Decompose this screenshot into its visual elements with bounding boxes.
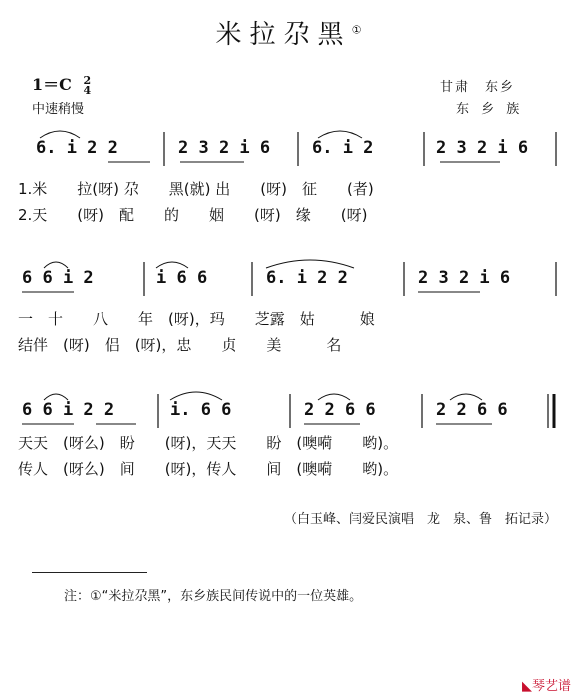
measure-5: 6 6 i 2 <box>22 268 94 288</box>
measure-11: 2 2 6 6 <box>304 400 376 420</box>
measure-1: 6. i 2 2 <box>36 138 118 158</box>
lyric-line-4: 结伴 (呀) 侣 (呀)，忠 贞 美 名 <box>18 336 342 354</box>
measure-10: i. 6 6 <box>170 400 232 420</box>
measure-4: 2 3 2 i 6 <box>436 138 529 158</box>
lyric-line-5: 天天 (呀么) 盼 (呀)，天天 盼 (噢嗬 哟)。 <box>18 434 399 452</box>
ethnic-group-label: 东 乡 族 <box>456 102 524 117</box>
measure-7: 6. i 2 2 <box>266 268 348 288</box>
lyric-line-2: 2.天 (呀) 配 的 姻 (呀) 缘 (呀) <box>18 206 368 224</box>
key-signature: 1＝C 2 4 <box>32 73 92 97</box>
lyric-line-3: 一 十 八 年 (呀)，玛 芝露 姑 娘 <box>18 310 375 328</box>
performer-credit: （白玉峰、闫爱民演唱 龙 泉、鲁 拓记录） <box>283 512 557 527</box>
footnote-divider <box>32 572 147 573</box>
measure-8: 2 3 2 i 6 <box>418 268 511 288</box>
footnote: 注：①“米拉尕黑”，东乡族民间传说中的一位英雄。 <box>64 589 363 604</box>
tempo-marking: 中速稍慢 <box>32 102 85 117</box>
measure-6: i 6 6 <box>156 268 208 288</box>
lyric-line-6: 传人 (呀么) 间 (呀)，传人 间 (噢嗬 哟)。 <box>18 460 399 478</box>
logo-icon: ◣ <box>521 679 532 694</box>
watermark-logo: ◣琴艺谱 <box>521 679 571 694</box>
measure-12: 2 2 6 6 <box>436 400 508 420</box>
measure-2: 2 3 2 i 6 <box>178 138 271 158</box>
lyric-line-1: 1.米 拉(呀) 尕 黑(就) 出 (呀) 征 (者) <box>18 180 374 198</box>
song-title: 米拉尕黑① <box>215 20 362 50</box>
measure-3: 6. i 2 <box>312 138 374 158</box>
region-label: 甘肃 东乡 <box>440 80 516 95</box>
measure-9: 6 6 i 2 2 <box>22 400 115 420</box>
time-signature: 2 4 <box>83 73 92 97</box>
